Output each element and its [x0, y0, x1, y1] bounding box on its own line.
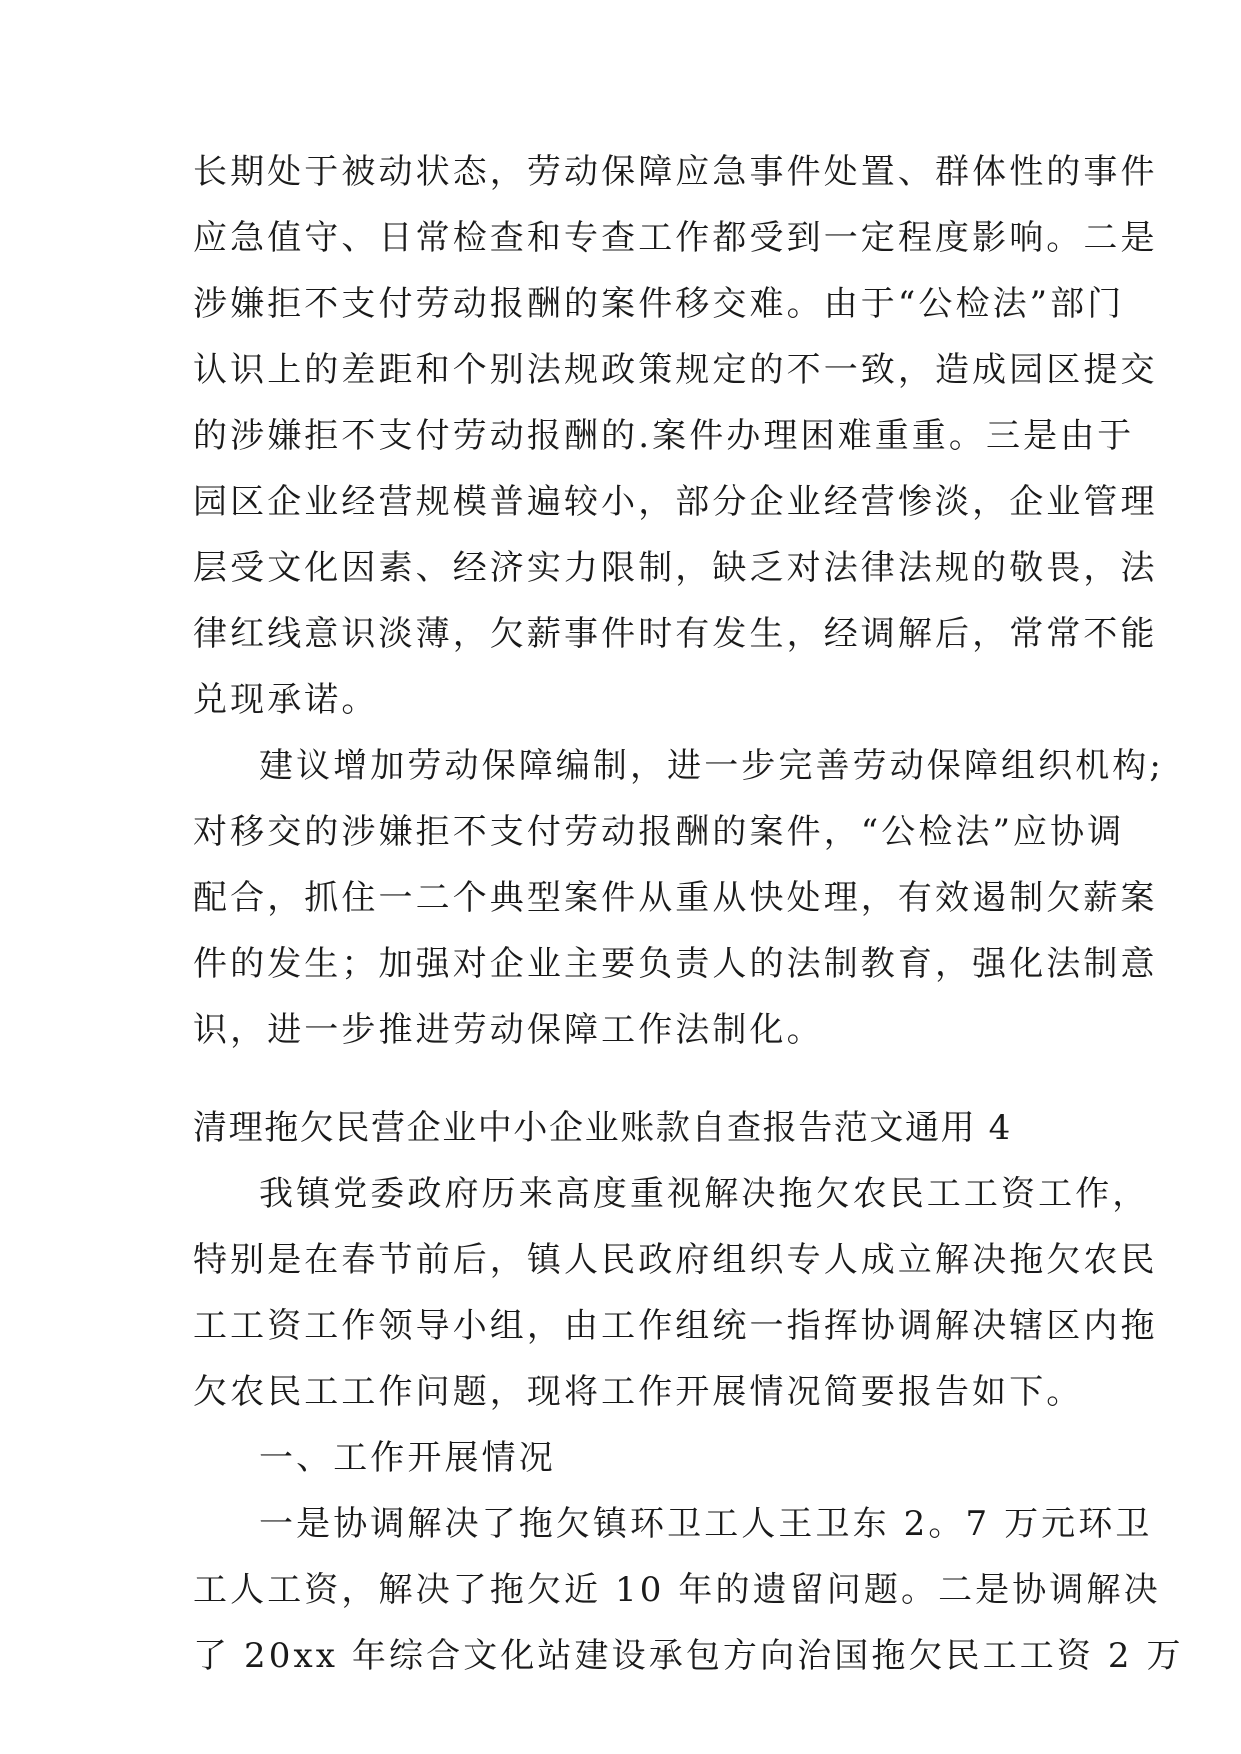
paragraph-line: 欠农民工工作问题，现将工作开展情况简要报告如下。 — [193, 1372, 1084, 1412]
paragraph-line: 应急值守、日常检查和专查工作都受到一定程度影响。二是 — [193, 218, 1158, 258]
paragraph-line: 建议增加劳动保障编制，进一步完善劳动保障组织机构; — [259, 746, 1164, 786]
paragraph-line: 工工资工作领导小组，由工作组统一指挥协调解决辖区内拖 — [193, 1306, 1158, 1346]
paragraph-line: 的涉嫌拒不支付劳动报酬的.案件办理困难重重。三是由于 — [193, 416, 1135, 456]
paragraph-line: 律红线意识淡薄，欠薪事件时有发生，经调解后，常常不能 — [193, 614, 1158, 654]
paragraph-line: 园区企业经营规模普遍较小，部分企业经营惨淡，企业管理 — [193, 482, 1158, 522]
section-title: 清理拖欠民营企业中小企业账款自查报告范文通用 4 — [193, 1108, 1012, 1148]
paragraph-line: 认识上的差距和个别法规政策规定的不一致，造成园区提交 — [193, 350, 1158, 390]
paragraph-line: 长期处于被动状态，劳动保障应急事件处置、群体性的事件 — [193, 152, 1158, 192]
paragraph-line: 对移交的涉嫌拒不支付劳动报酬的案件，“公检法”应协调 — [193, 812, 1125, 852]
paragraph-line: 一是协调解决了拖欠镇环卫工人王卫东 2。7 万元环卫 — [259, 1504, 1153, 1544]
paragraph-line: 配合，抓住一二个典型案件从重从快处理，有效遏制欠薪案 — [193, 878, 1158, 918]
paragraph-line: 工人工资，解决了拖欠近 10 年的遗留问题。二是协调解决 — [193, 1570, 1161, 1610]
paragraph-line: 我镇党委政府历来高度重视解决拖欠农民工工资工作， — [259, 1174, 1150, 1214]
paragraph-line: 涉嫌拒不支付劳动报酬的案件移交难。由于“公检法”部门 — [193, 284, 1125, 324]
paragraph-line: 识，进一步推进劳动保障工作法制化。 — [193, 1010, 824, 1050]
paragraph-line: 兑现承诺。 — [193, 680, 379, 720]
paragraph-line: 件的发生；加强对企业主要负责人的法制教育，强化法制意 — [193, 944, 1158, 984]
paragraph-line: 特别是在春节前后，镇人民政府组织专人成立解决拖欠农民 — [193, 1240, 1158, 1280]
subheading: 一、工作开展情况 — [259, 1438, 556, 1478]
paragraph-line: 层受文化因素、经济实力限制，缺乏对法律法规的敬畏，法 — [193, 548, 1158, 588]
paragraph-line: 了 20xx 年综合文化站建设承包方向治国拖欠民工工资 2 万 — [193, 1636, 1184, 1676]
